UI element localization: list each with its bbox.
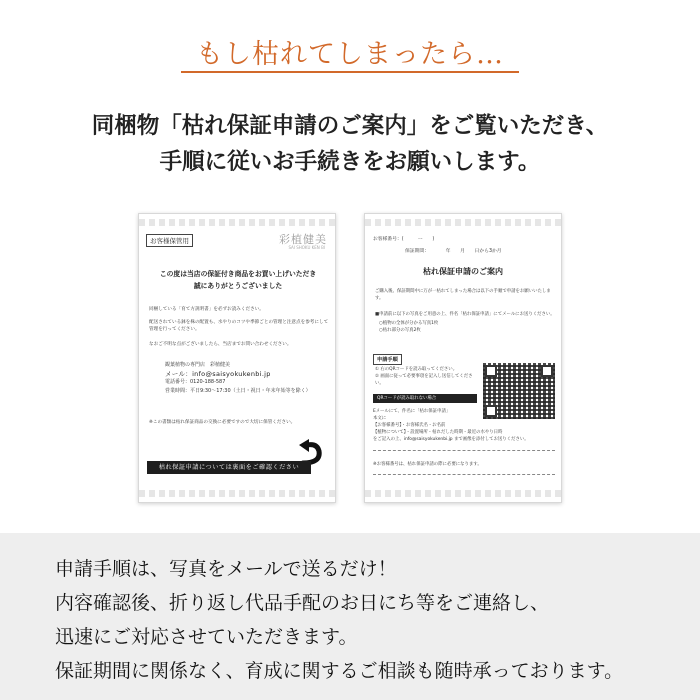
steps-label: 申請手順 bbox=[373, 354, 402, 365]
intro-line: 手順に従いお手続きをお願いします。 bbox=[159, 149, 541, 175]
mail-line: 本文に bbox=[373, 416, 387, 421]
body-text: なおご不明な点がございましたら、当店までお問い合わせください。 bbox=[149, 342, 292, 347]
decorative-border bbox=[139, 219, 335, 226]
thanks-heading bbox=[145, 268, 331, 292]
shop-tel: 電話番号：0120-188-587 bbox=[165, 379, 226, 385]
photo-item: ○植物の全体が分かる写真1枚 bbox=[379, 321, 439, 326]
customer-number-field: お客様番号：( ー ) bbox=[373, 237, 435, 242]
qr-fallback-bar: QRコードが読み取れない場合 bbox=[373, 394, 477, 403]
body-line: 管理を行ってください。 bbox=[149, 327, 200, 332]
info-line: 保証期間に関係なく、育成に関するご相談も随時承っております。 bbox=[55, 660, 624, 682]
thanks-line: この度は当店の保証付き商品をお買い上げいただき bbox=[159, 270, 317, 278]
divider bbox=[373, 450, 555, 451]
customer-copy-label: お客様保管用 bbox=[146, 234, 193, 247]
intro-paragraph: ご購入後、保証期間中に万が一枯れてしまった場合は以下の手順で申請をお願いいたします。 bbox=[375, 289, 551, 301]
photo-list bbox=[379, 320, 559, 334]
body-text bbox=[149, 319, 329, 333]
brand-logo: 彩植健美 bbox=[279, 233, 327, 246]
back-side-notice: 枯れ保証申請については裏面をご確認ください bbox=[147, 461, 311, 474]
step-item: ① 右のQRコードを読み取ってください。 bbox=[375, 367, 458, 372]
steps-list bbox=[375, 366, 481, 387]
info-line: 申請手順は、写真をメールで送るだけ！ bbox=[55, 558, 397, 580]
mail-line: 【植物について】・設置場所・枯れだした時期・最近の水やり日時 bbox=[373, 430, 503, 435]
step-item: ② 画面に従って必要事項を記入し送信してください。 bbox=[375, 374, 473, 386]
intro-text bbox=[0, 108, 700, 180]
thanks-line: 誠にありがとうございました bbox=[193, 282, 283, 290]
page-title: もし枯れてしまったら… bbox=[196, 39, 504, 70]
warranty-period-field: 保証期間： 年 月 日から3か月 bbox=[405, 249, 502, 254]
shop-info bbox=[165, 361, 325, 395]
brand-logo-sub: SAI SHOKU KEN BI bbox=[288, 245, 325, 250]
mail-instructions bbox=[373, 408, 558, 443]
footnote-text: ※この書類は枯れ保証商品の交換に必要ですので大切に保管ください。 bbox=[149, 420, 296, 425]
mail-line: 【お客様番号】・お客様氏名・お名前 bbox=[373, 423, 446, 428]
shop-hours: 営業時間：平日9:30〜17:30（土日・祝日・年末年始等を除く） bbox=[165, 387, 311, 394]
decorative-border bbox=[365, 490, 561, 497]
shop-mail: メール：info@saisyokukenbi.jp bbox=[165, 369, 271, 378]
mail-line: をご記入の上、info@saisyokukenbi.jp まで画像を添付してお送りください。 bbox=[373, 437, 529, 442]
document-back bbox=[364, 213, 562, 503]
info-line: 内容確認後、折り返し代品手配のお日にち等をご連絡し、 bbox=[55, 592, 550, 614]
intro-line: 同梱物「枯れ保証申請のご案内」をご覧いただき、 bbox=[91, 113, 609, 139]
body-text: 同梱している「育て方説明書」を必ずお読みください。 bbox=[149, 307, 264, 312]
info-text bbox=[55, 552, 623, 688]
mail-line: Eメールにて、件名に「枯れ保証申請」 bbox=[373, 409, 451, 414]
photo-item: ○枯れ部分の写真2枚 bbox=[379, 328, 421, 333]
shop-name: 観葉植物の専門店 彩植健美 bbox=[165, 362, 231, 368]
title-underline bbox=[181, 71, 519, 73]
qr-finder bbox=[485, 365, 497, 377]
body-line: 配送されている鉢を株の配置も、水やりのコツや季節ごとの管理と注意点を参考にして bbox=[149, 320, 329, 325]
info-panel bbox=[0, 533, 700, 700]
qr-finder bbox=[541, 365, 553, 377]
divider bbox=[373, 474, 555, 475]
footer-note: ※お客様番号は、枯れ保証申請の際に必要になります。 bbox=[373, 462, 482, 467]
decorative-border bbox=[139, 490, 335, 497]
document-title: 枯れ保証申請のご案内 bbox=[423, 267, 503, 276]
photo-request: ■申請前に以下の写真をご用意の上、件名「枯れ保証申請」にてメールにお送りください。 bbox=[375, 312, 555, 317]
decorative-border bbox=[365, 219, 561, 226]
info-line: 迅速にご対応させていただきます。 bbox=[55, 626, 358, 648]
document-front bbox=[138, 213, 336, 503]
